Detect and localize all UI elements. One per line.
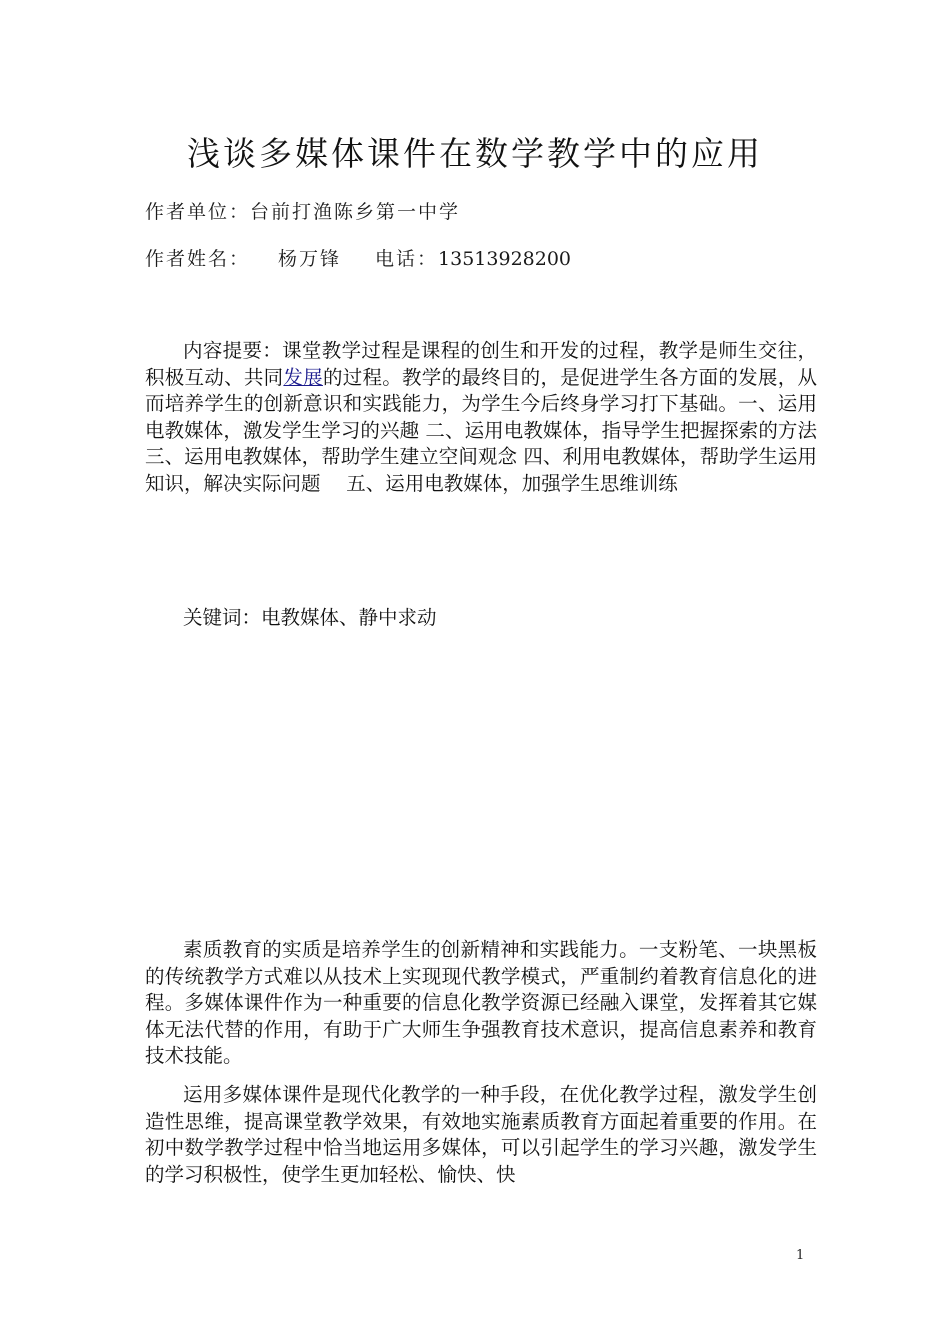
author-name-value: 杨万锋 (278, 248, 342, 270)
document-title: 浅谈多媒体课件在数学教学中的应用 (187, 134, 763, 173)
author-unit-value: 台前打渔陈乡第一中学 (250, 201, 461, 223)
abstract-text-start: 内容提要：课堂教学过程是课程的创生和开发的过程，教学是师生交往，积极互动、共同 (145, 339, 817, 389)
author-name-label: 作者姓名： (145, 248, 251, 270)
abstract-text-end: 的过程。教学的最终目的，是促进学生各方面的发展，从而培养学生的创新意识和实践能力，为学生今后终身学习打下基础。一、运用电教媒体，激发学生学习的兴趣 二、运用电教媒体，指导学生把握探索的方法 三、运用电教媒体，帮助学生建立空间观念 四、利用电教媒体，帮助学生运用知识，解决实际问题 五、运用电教媒体，加强学生思维训练 (145, 365, 817, 495)
abstract-paragraph (145, 338, 817, 497)
author-unit-line (145, 197, 460, 224)
phone-value: 13513928200 (438, 248, 572, 270)
phone-label: 电话： (375, 248, 439, 270)
page-number: 1 (796, 1248, 805, 1263)
author-name-line (145, 244, 571, 271)
keywords-line: 关键词：电教媒体、静中求动 (183, 606, 437, 629)
body-paragraph-1: 素质教育的实质是培养学生的创新精神和实践能力。一支粉笔、一块黑板的传统教学方式难以从技术上实现现代教学模式，严重制约着教育信息化的进程。多媒体课件作为一种重要的信息化教学资源已经融入课堂，发挥着其它媒体无法代替的作用，有助于广大师生争强教育技术意识，提高信息素养和教育技术技能。 (145, 938, 817, 1067)
abstract-link[interactable]: 发展 (283, 365, 323, 389)
body-paragraph-2: 运用多媒体课件是现代化教学的一种手段，在优化教学过程，激发学生创造性思维，提高课堂教学效果，有效地实施素质教育方面起着重要的作用。在初中数学教学过程中恰当地运用多媒体，可以引起学生的学习兴趣，激发学生的学习积极性，使学生更加轻松、愉快、快 (145, 1083, 817, 1186)
author-unit-label: 作者单位： (145, 201, 251, 223)
